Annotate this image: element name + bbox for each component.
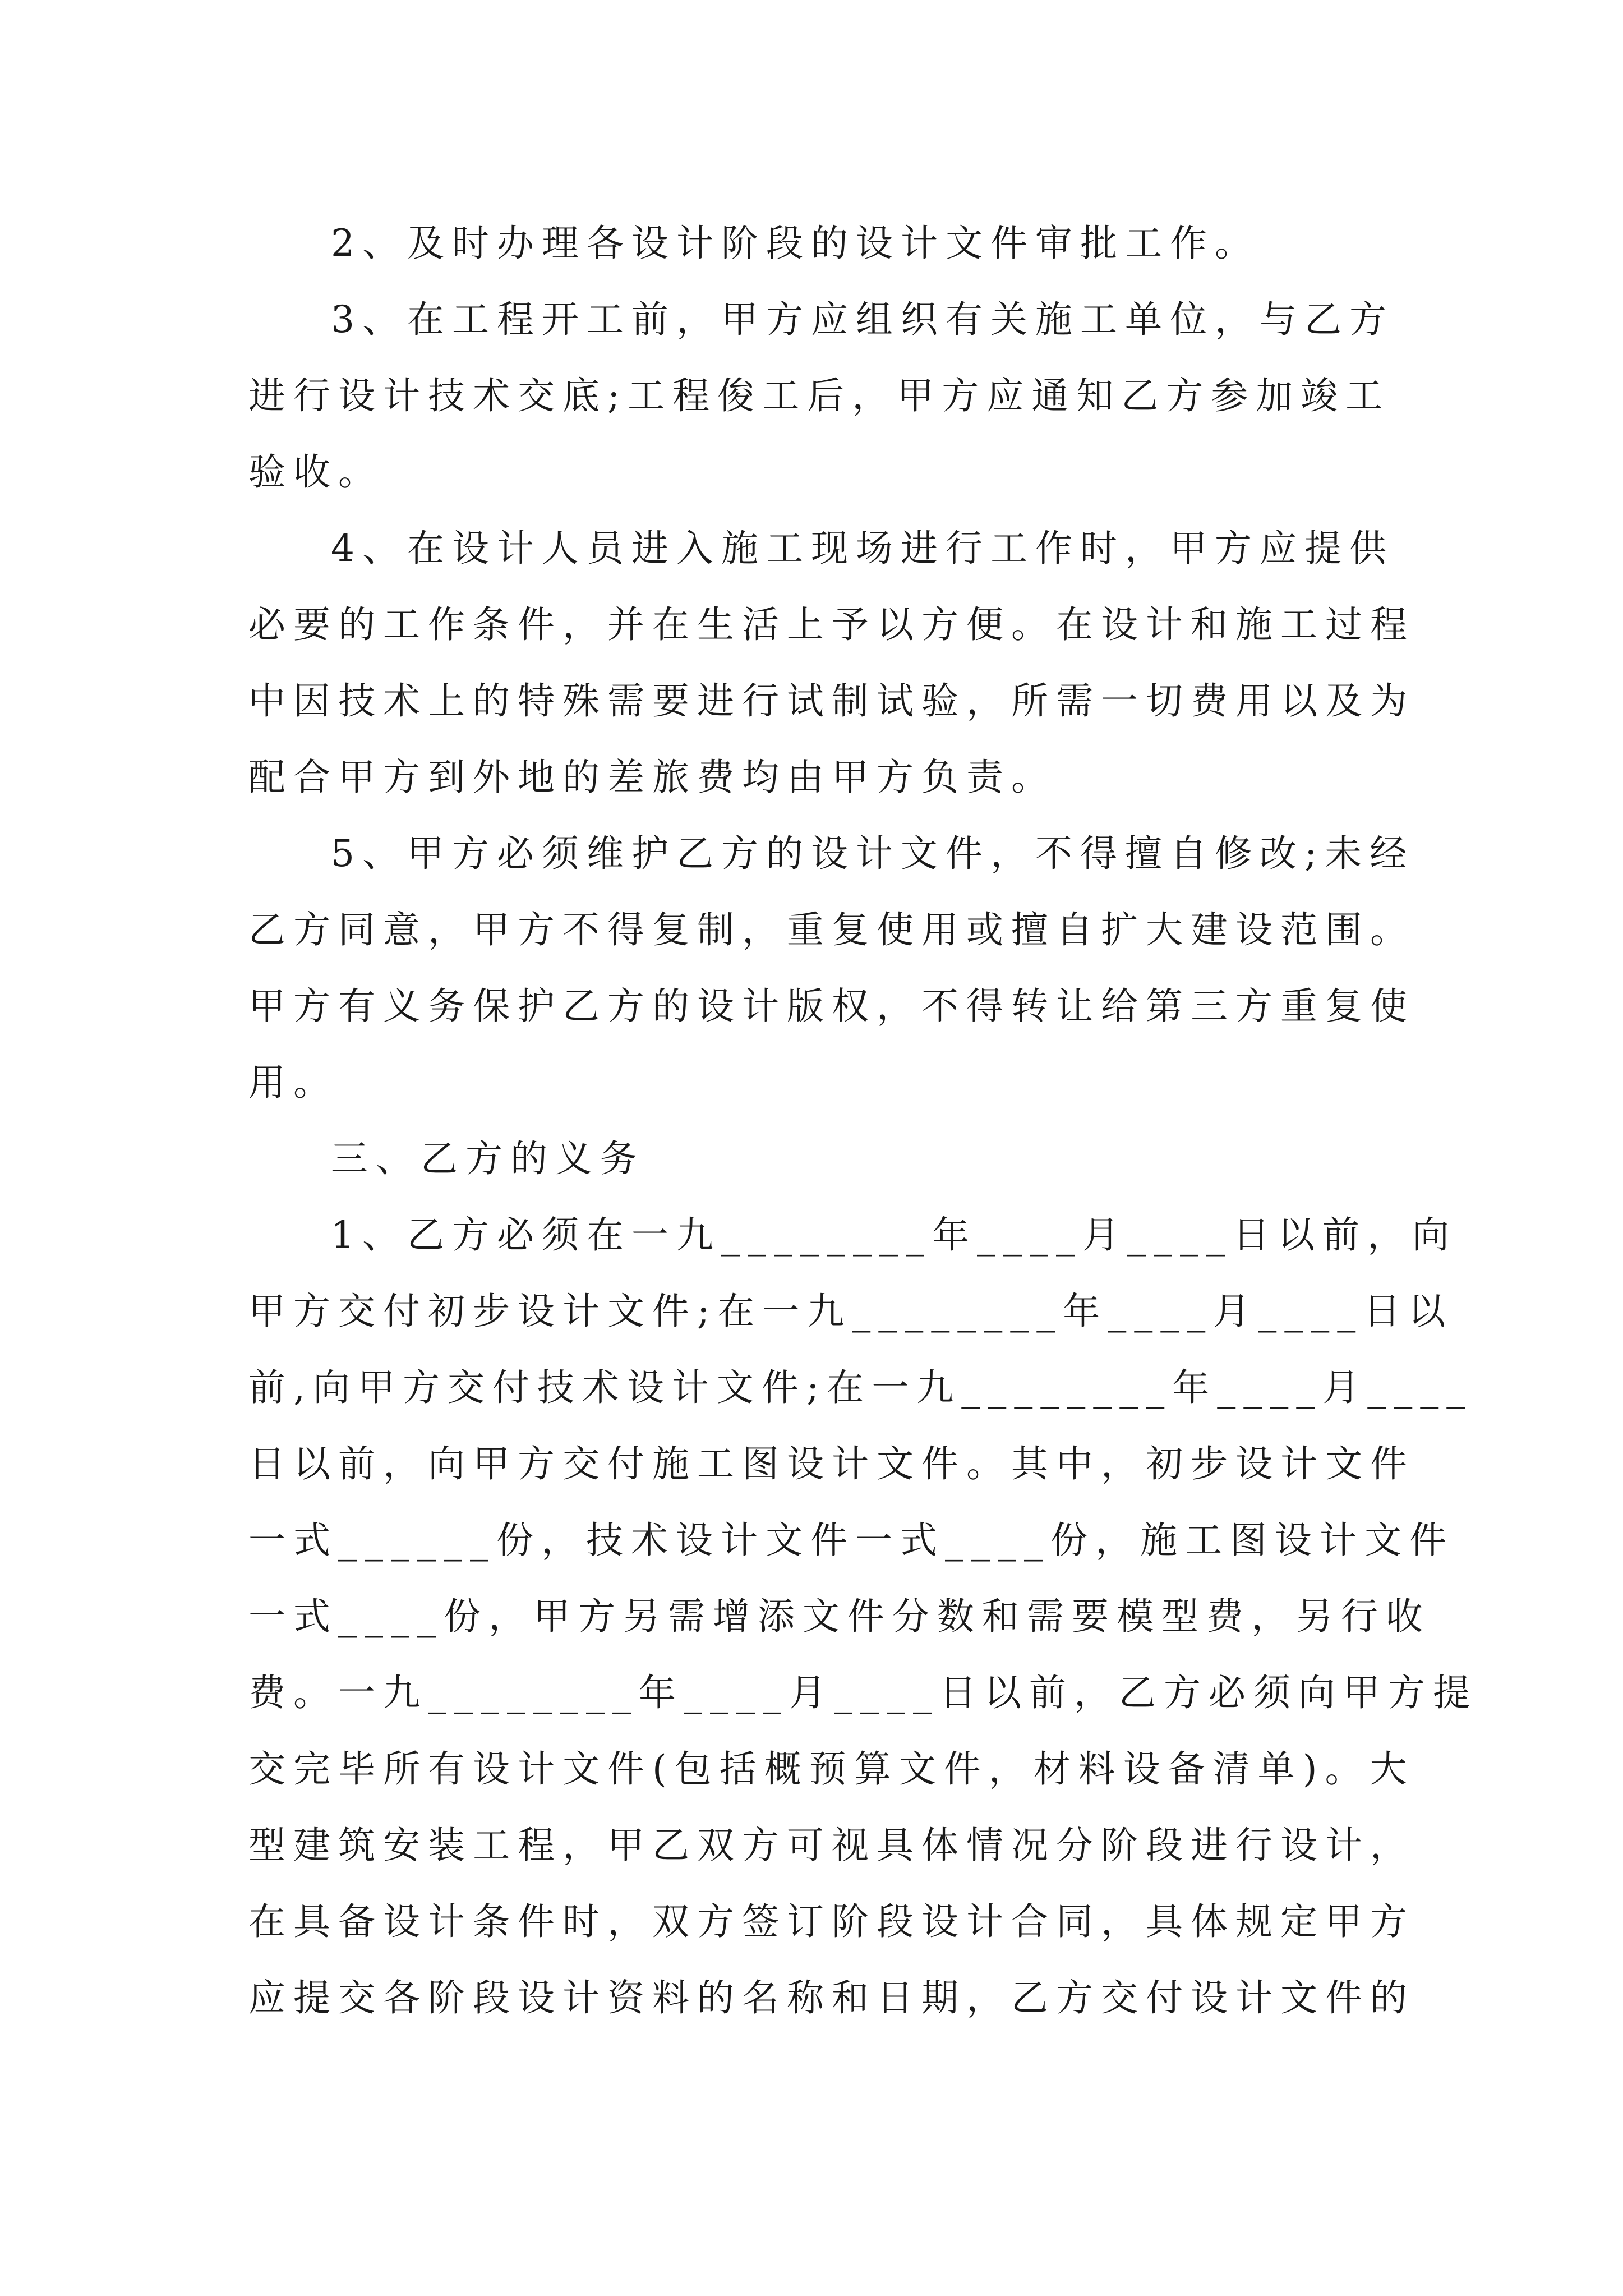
text-line-16: 前,向甲方交付技术设计文件;在一九________年____月____: [248, 1366, 1473, 1409]
section-heading: 三、乙方的义务: [331, 1137, 645, 1180]
text-line-10: 乙方同意，甲方不得复制，重复使用或擅自扩大建设范围。: [248, 908, 1415, 951]
text-line-12: 用。: [248, 1061, 338, 1104]
text-line-3: 进行设计技术交底;工程俊工后，甲方应通知乙方参加竣工: [248, 374, 1391, 417]
text-line-19: 一式____份，甲方另需增添文件分数和需要模型费，另行收: [248, 1595, 1431, 1638]
text-line-11: 甲方有义务保护乙方的设计版权，不得转让给第三方重复使: [248, 984, 1415, 1028]
text-line-15: 甲方交付初步设计文件;在一九________年____月____日以: [248, 1290, 1454, 1333]
text-line-24: 应提交各阶段设计资料的名称和日期，乙方交付设计文件的: [248, 1976, 1415, 2019]
text-line-17: 日以前，向甲方交付施工图设计文件。其中，初步设计文件: [248, 1442, 1415, 1485]
text-line-7: 中因技术上的特殊需要进行试制试验，所需一切费用以及为: [248, 679, 1415, 723]
text-line-23: 在具备设计条件时，双方签订阶段设计合同，具体规定甲方: [248, 1900, 1415, 1943]
text-line-18: 一式______份，技术设计文件一式____份，施工图设计文件: [248, 1519, 1454, 1562]
text-line-4: 验收。: [248, 450, 383, 494]
text-line-2: 3、在工程开工前，甲方应组织有关施工单位，与乙方: [331, 298, 1394, 341]
text-line-22: 型建筑安装工程，甲乙双方可视具体情况分阶段进行设计，: [248, 1824, 1415, 1867]
text-line-21: 交完毕所有设计文件(包括概预算文件，材料设备清单)。大: [248, 1747, 1415, 1791]
text-line-8: 配合甲方到外地的差旅费均由甲方负责。: [248, 756, 1056, 799]
text-line-9: 5、甲方必须维护乙方的设计文件，不得擅自修改;未经: [331, 832, 1415, 875]
text-line-6: 必要的工作条件，并在生活上予以方便。在设计和施工过程: [248, 603, 1415, 646]
text-line-20: 费。一九________年____月____日以前，乙方必须向甲方提: [248, 1671, 1478, 1714]
text-line-14: 1、乙方必须在一九________年____月____日以前，向: [331, 1213, 1457, 1257]
text-line-1: 2、及时办理各设计阶段的设计文件审批工作。: [331, 222, 1260, 265]
text-line-5: 4、在设计人员进入施工现场进行工作时，甲方应提供: [331, 527, 1394, 570]
